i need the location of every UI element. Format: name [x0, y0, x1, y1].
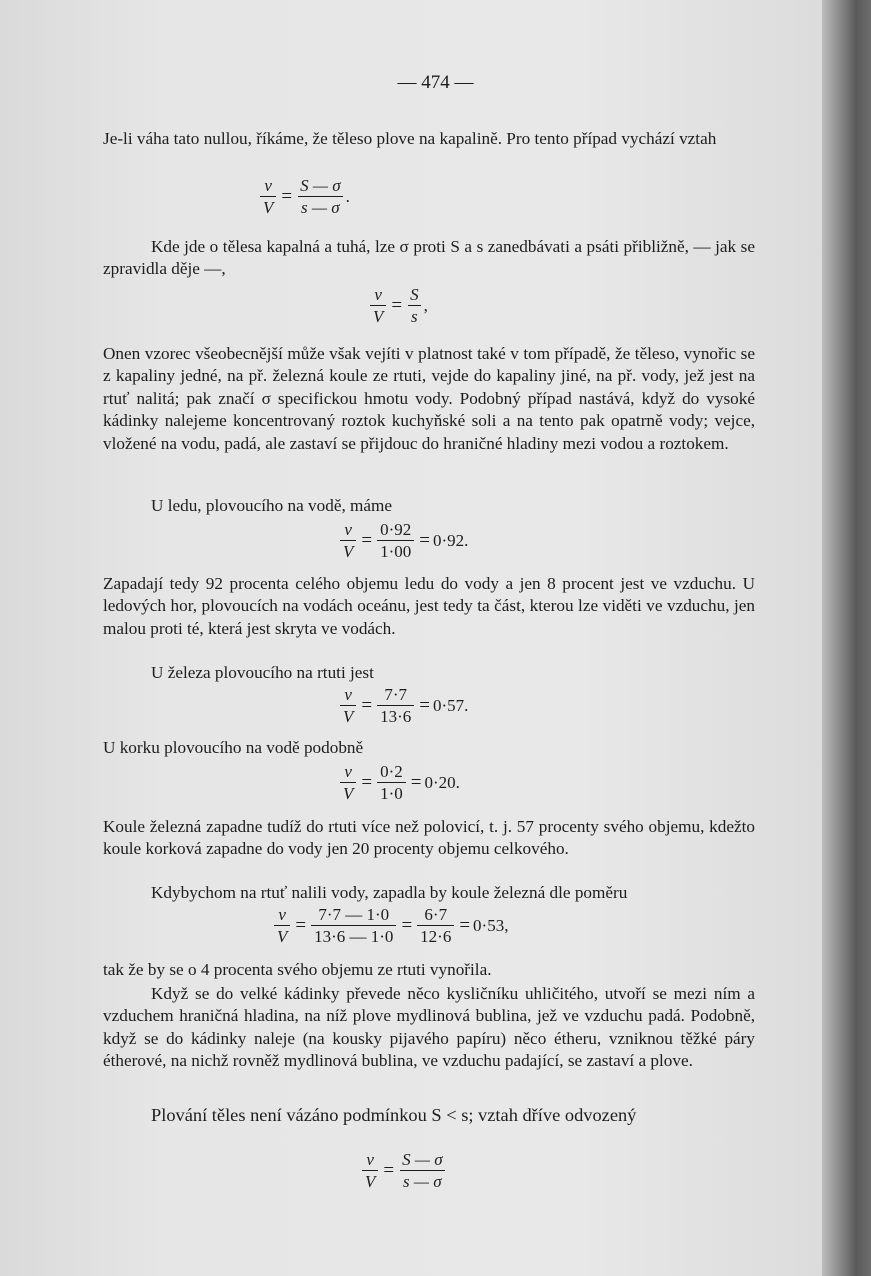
equals-sign: = [459, 914, 471, 936]
numerator: v [374, 285, 382, 304]
equation-2 [368, 285, 428, 326]
book-spine [822, 0, 871, 1276]
paragraph-5: Zapadají tedy 92 procenta celého objemu ledu do vody a jen 8 procent jest ve vzduchu. U ledových hor, plovoucích na vodách oceánu, jest tedy ta část, kterou lze viděti ve vzduchu, jen malou proti té, která jest skryta ve vodách. [103, 574, 755, 638]
denominator: s [408, 305, 421, 326]
denominator: V [370, 305, 386, 326]
paragraph-2: Kde jde o tělesa kapalná a tuhá, lze σ proti S a s zanedbávati a psáti přibližně, — jak se zpravidla děje —, [103, 237, 755, 279]
paragraph-12: Plování těles není vázáno podmínkou S < s; vztah dříve odvozený [151, 1105, 637, 1125]
numerator: v [344, 685, 352, 704]
fraction-rhs [377, 762, 406, 803]
numerator: 0·2 [380, 762, 403, 781]
denominator: s — σ [298, 196, 343, 217]
equation-1 [258, 176, 350, 217]
numerator: v [366, 1150, 374, 1169]
equation-5 [338, 762, 460, 803]
equation-3 [338, 520, 468, 561]
fraction-v-over-V [370, 285, 386, 326]
denominator: 13·6 — 1·0 [311, 925, 396, 946]
punctuation: , [423, 295, 428, 315]
equals-sign: = [295, 914, 307, 936]
paragraph-8: Koule železná zapadne tudíž do rtuti více než polovicí, t. j. 57 procenty svého objemu, kdežto koule korková zapadne do vody jen 20 procenty objemu celkového. [103, 817, 755, 859]
result-value: 0·20. [424, 772, 460, 792]
denominator: 1·00 [377, 540, 414, 561]
fraction-rhs [417, 905, 454, 946]
fraction-rhs [297, 176, 344, 217]
equals-sign: = [383, 1159, 395, 1181]
denominator: V [340, 782, 356, 803]
equation-4 [338, 685, 468, 726]
denominator: V [260, 196, 276, 217]
denominator: V [340, 705, 356, 726]
denominator: V [362, 1170, 378, 1191]
paragraph-11: Když se do velké kádinky převede něco kysličníku uhličitého, utvoří se mezi ním a vzduchem hraničná hladina, na níž plove mydlinová bublina, jež ve vzduchu padá. Podobně, když se do kádinky naleje (na kousky pijavého papíru) něco étheru, vzniknou těžké páry étherové, na nichž rovněž mydlinová bublina, ve vzduchu padající, se zastaví a plove. [103, 984, 755, 1071]
result-value: 0·57. [433, 695, 469, 715]
numerator: v [344, 762, 352, 781]
numerator: S [410, 285, 419, 304]
equals-sign: = [361, 694, 373, 716]
fraction-v-over-V [274, 905, 290, 946]
denominator: V [340, 540, 356, 561]
numerator: v [264, 176, 272, 195]
paragraph-6: U železa plovoucího na rtuti jest [151, 663, 374, 682]
result-value: 0·92. [433, 530, 469, 550]
numerator: S — σ [402, 1150, 443, 1169]
result-value: 0·53, [473, 915, 509, 935]
fraction-v-over-V [362, 1150, 378, 1191]
fraction-v-over-V [340, 762, 356, 803]
equals-sign: = [281, 185, 293, 207]
denominator: 12·6 [417, 925, 454, 946]
numerator: v [344, 520, 352, 539]
equals-sign: = [419, 529, 430, 551]
denominator: 13·6 [377, 705, 414, 726]
numerator: 7·7 [384, 685, 408, 704]
numerator: 7·7 — 1·0 [318, 905, 390, 924]
numerator: 0·92 [380, 520, 412, 539]
equals-sign: = [361, 771, 373, 793]
equals-sign: = [410, 771, 422, 793]
fraction-rhs [377, 520, 414, 561]
fraction-rhs [407, 285, 422, 326]
equation-7 [360, 1150, 448, 1191]
paragraph-3: Onen vzorec všeobecnější může však vejíti v platnost také v tom případě, že těleso, vynořic se z kapaliny jedné, na př. železná koule ze rtuti, vejde do kapaliny jiné, na př. vody, jež jest na rtuť nalitá; pak značí σ specifickou hmotu vody. Podobný případ nastává, když do vysoké kádinky nalejeme koncentrovaný roztok kuchyňské soli a na tento pak opatrně vody; vejce, vložené na vodu, padá, ale zastaví se přijdouc do hraničné hladiny mezi vodou a roztokem. [103, 344, 755, 453]
equals-sign: = [419, 694, 430, 716]
equals-sign: = [391, 294, 403, 316]
fraction-middle [311, 905, 396, 946]
numerator: v [278, 905, 286, 924]
page-number: — 474 — [397, 72, 474, 93]
equals-sign: = [361, 529, 373, 551]
paragraph-10: tak že by se o 4 procenta svého objemu ze rtuti vynořila. [103, 960, 492, 979]
equals-sign: = [401, 914, 413, 936]
paragraph-1: Je-li váha tato nullou, říkáme, že těleso plove na kapalině. Pro tento případ vychází vztah [103, 129, 717, 148]
denominator: 1·0 [377, 782, 406, 803]
paragraph-7: U korku plovoucího na vodě podobně [103, 738, 364, 757]
punctuation: . [345, 186, 350, 206]
paragraph-9: Kdybychom na rtuť nalili vody, zapadla by koule železná dle poměru [151, 883, 628, 902]
fraction-v-over-V [260, 176, 276, 217]
numerator: 6·7 [424, 905, 448, 924]
denominator: s — σ [400, 1170, 445, 1191]
paragraph-4: U ledu, plovoucího na vodě, máme [151, 496, 393, 515]
equation-6 [272, 905, 508, 946]
numerator: S — σ [300, 176, 341, 195]
fraction-v-over-V [340, 520, 356, 561]
fraction-v-over-V [340, 685, 356, 726]
fraction-rhs [399, 1150, 446, 1191]
fraction-rhs [377, 685, 414, 726]
denominator: V [274, 925, 290, 946]
